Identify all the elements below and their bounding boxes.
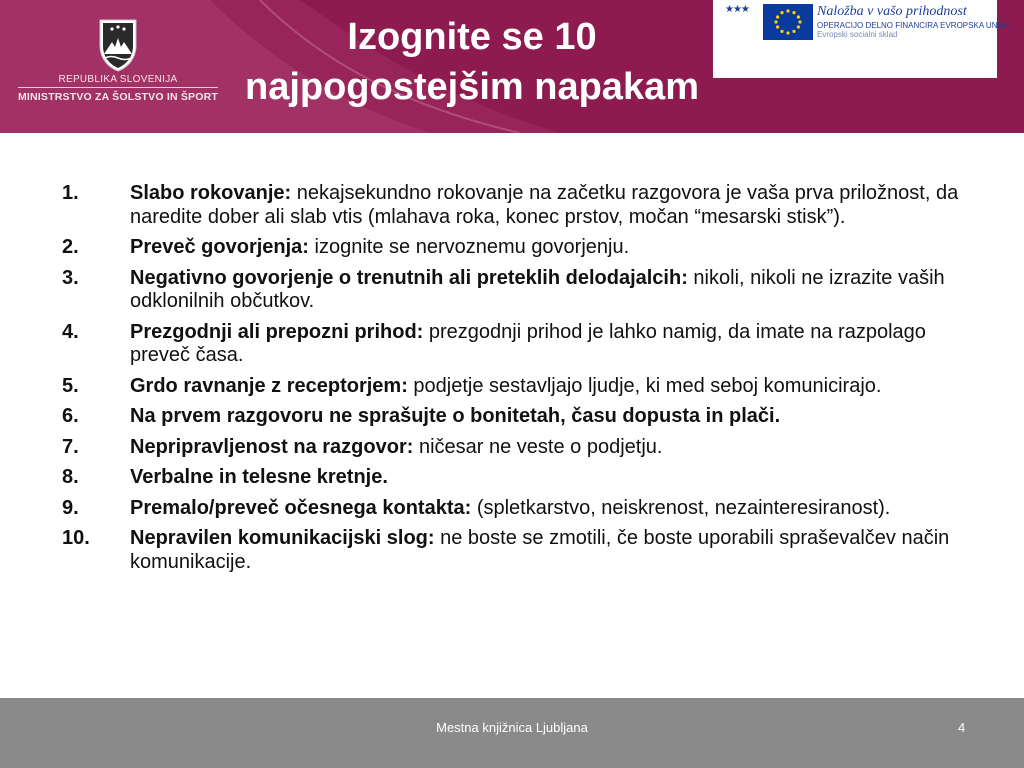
list-item-heading: Negativno govorjenje o trenutnih ali preteklih delodajalcih: (130, 266, 688, 289)
slide-title-line1: Izognite se 10 (347, 16, 597, 58)
list-item-heading: Slabo rokovanje: (130, 182, 292, 204)
list-item (62, 527, 982, 574)
list-item-number: 8. (62, 466, 79, 488)
list-item-heading: Verbalne in telesne kretnje. (130, 466, 388, 488)
mistakes-list (62, 182, 982, 581)
eu-logo-text (817, 4, 1010, 39)
list-item-text: podjetje sestavljajo ljudje, ki med seboj komunicirajo. (407, 374, 882, 397)
eu-line2: Evropski socialni sklad (817, 30, 898, 39)
list-item (62, 497, 982, 521)
list-item-text: izognite se nervoznemu govorjenju. (308, 236, 630, 258)
ministry-divider (18, 87, 218, 88)
slide-header (0, 0, 1024, 133)
ministry-line1: REPUBLIKA SLOVENIJA (58, 74, 178, 85)
page-number: 4 (958, 720, 966, 735)
list-item-number: 10. (62, 527, 90, 549)
list-item-text: ne boste se zmotili, če boste uporabili spraševalčev način komunikacije. (130, 527, 950, 573)
list-item-text: ničesar ne veste o podjetju. (413, 435, 663, 458)
list-item (62, 375, 982, 399)
list-item-text: nekajsekundno rokovanje na začetku razgovora je vaša prva priložnost, da naredite dober ali slab vtis (mlahava roka, konec prstov, močan “mesarski stisk”). (130, 182, 959, 228)
list-item-number: 1. (62, 182, 79, 204)
slide-footer (0, 698, 1024, 768)
list-item-number: 2. (62, 236, 79, 258)
list-item-heading: Premalo/preveč očesnega kontakta: (130, 496, 472, 519)
list-item (62, 466, 982, 490)
list-item (62, 236, 982, 260)
ministry-line2: MINISTRSTVO ZA ŠOLSTVO IN ŠPORT (17, 91, 219, 103)
list-item (62, 182, 982, 229)
list-item-heading: Nepripravljenost na razgovor: (130, 435, 414, 458)
eu-line1: OPERACIJO DELNO FINANCIRA EVROPSKA UNIJA (817, 21, 1010, 30)
eu-slogan: Naložba v vašo prihodnost (817, 4, 967, 19)
list-item-number: 3. (62, 266, 79, 289)
eu-flag-icon (763, 4, 813, 40)
slide-title-line2: najpogostejšim napakam (244, 66, 699, 108)
list-item (62, 321, 982, 368)
list-item-heading: Prezgodnji ali prepozni prihod: (130, 320, 424, 343)
slovenia-coat-of-arms-icon (96, 16, 140, 72)
list-item-number: 7. (62, 435, 79, 458)
eu-funding-logo (713, 0, 1010, 78)
list-item-number: 6. (62, 405, 79, 427)
list-item-text: nikoli, nikoli ne izrazite vaših odklonilnih občutkov. (130, 266, 945, 312)
list-item-heading: Na prvem razgovoru ne sprašujte o bonitetah, času dopusta in plači. (130, 405, 781, 427)
list-item (62, 405, 982, 429)
list-item (62, 267, 982, 314)
list-item (62, 436, 982, 460)
list-item-heading: Grdo ravnanje z receptorjem: (130, 374, 408, 397)
list-item-text: prezgodnji prihod je lahko namig, da imate na razpolago preveč časa. (130, 320, 926, 366)
list-item-heading: Nepravilen komunikacijski slog: (130, 527, 435, 549)
list-item-number: 9. (62, 496, 79, 519)
footer-text: Mestna knjižnica Ljubljana (436, 720, 588, 735)
list-item-number: 4. (62, 320, 79, 343)
list-item-heading: Preveč govorjenja: (130, 236, 309, 258)
list-item-number: 5. (62, 374, 79, 397)
eu-stars-decoration: ★★★ (725, 4, 749, 15)
list-item-text: (spletkarstvo, neiskrenost, nezainteresiranost). (471, 496, 891, 519)
slide-title (236, 12, 708, 112)
ministry-logo-text (0, 74, 236, 103)
